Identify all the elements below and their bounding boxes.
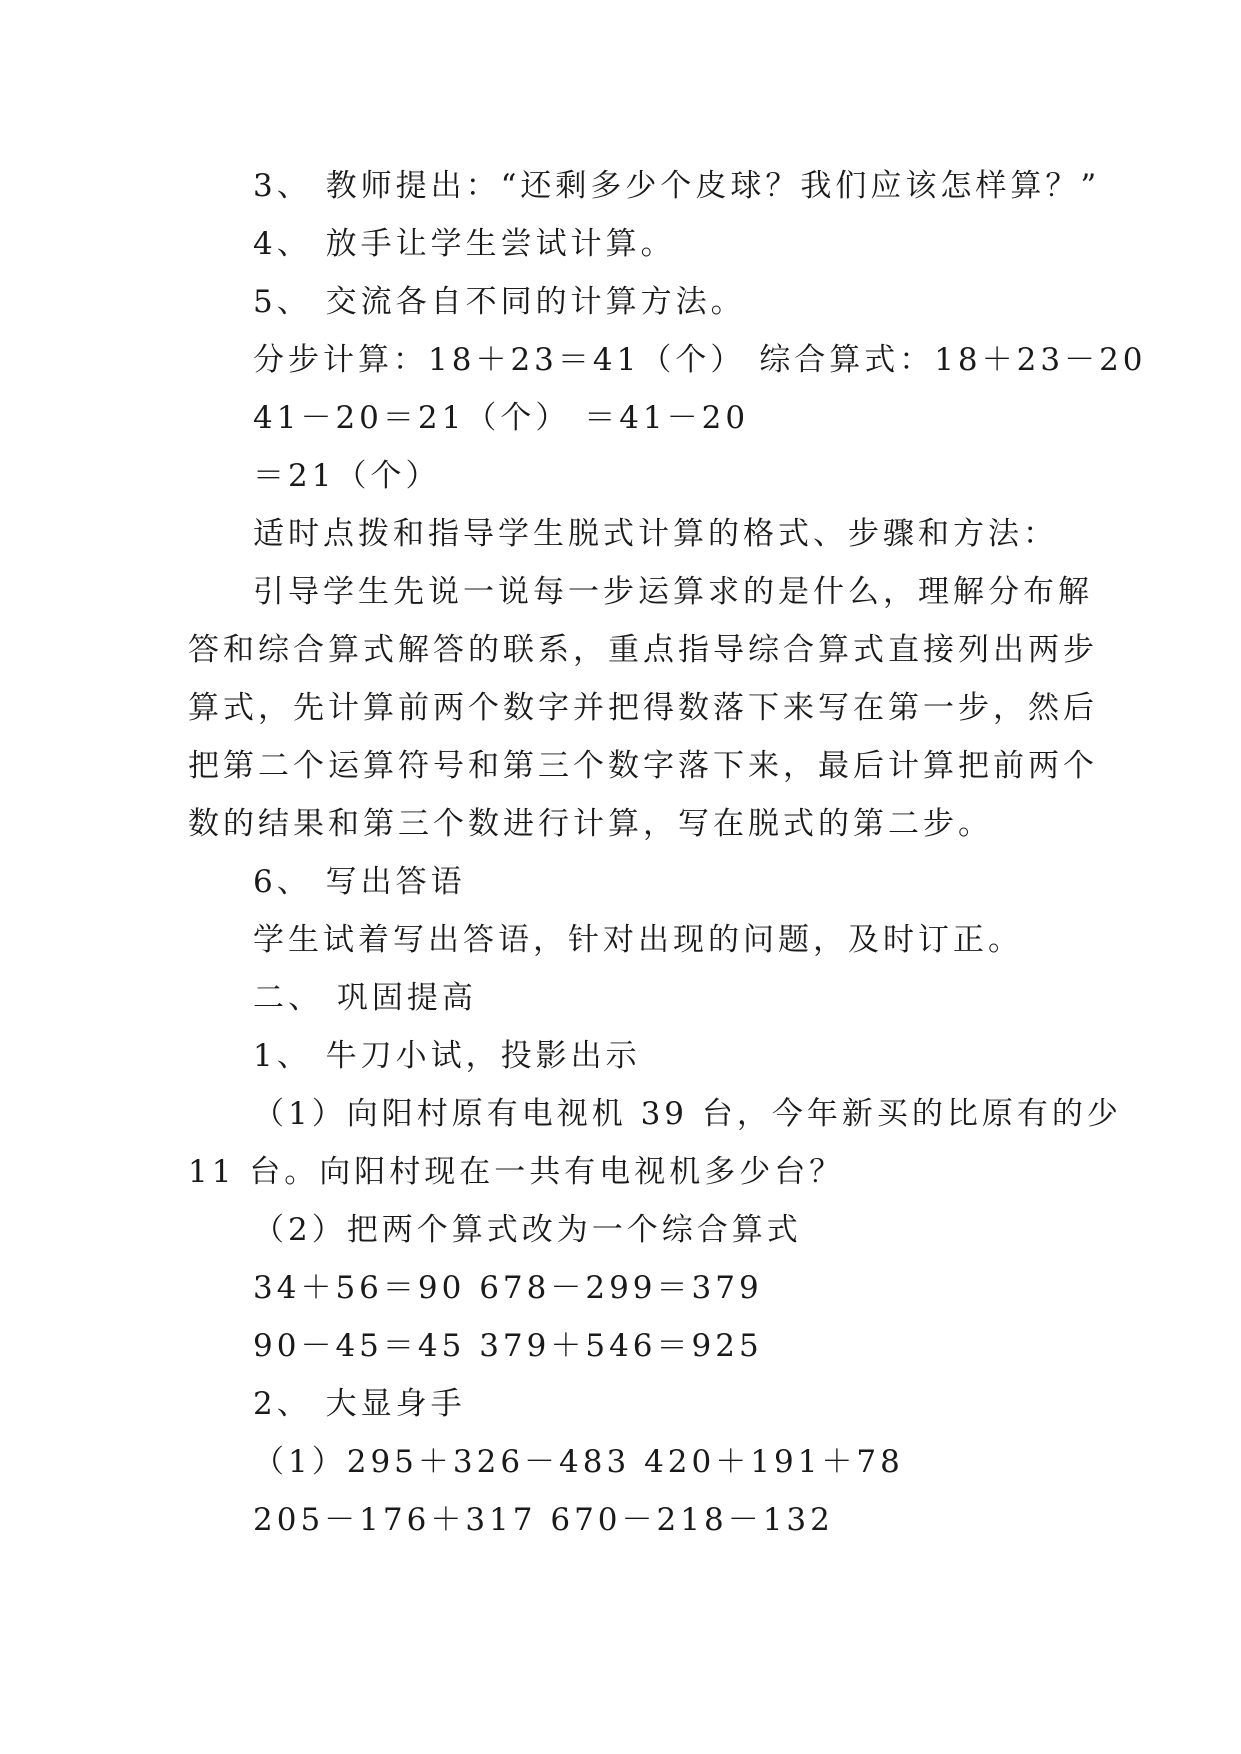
text-line: （1）向阳村原有电视机 39 台，今年新买的比原有的少 [253,1096,1122,1132]
text-line: 1、 牛刀小试，投影出示 [253,1038,641,1074]
text-line: 34＋56＝90 678－299＝379 [253,1270,763,1306]
text-line: ＝21（个） [253,458,441,494]
text-line: 41－20＝21（个） ＝41－20 [253,400,750,436]
text-line: 6、 写出答语 [253,864,466,900]
text-line: 学生试着写出答语，针对出现的问题，及时订正。 [253,922,1023,958]
text-line: 205－176＋317 670－218－132 [253,1502,834,1538]
text-line: 分步计算：18＋23＝41（个） 综合算式：18＋23－20 [253,342,1147,378]
text-line: 90－45＝45 379＋546＝925 [253,1328,763,1364]
text-line: 3、 教师提出：“还剩多少个皮球？我们应该怎样算？” [253,168,1101,204]
text-line: 数的结果和第三个数进行计算，写在脱式的第二步。 [188,806,993,842]
text-line: 2、 大显身手 [253,1386,466,1422]
text-line: 4、 放手让学生尝试计算。 [253,226,676,262]
text-line: 二、 巩固提高 [253,980,477,1016]
text-line: 答和综合算式解答的联系，重点指导综合算式直接列出两步 [188,632,1098,668]
text-line: 11 台。向阳村现在一共有电视机多少台？ [188,1154,845,1190]
text-line: 把第二个运算符号和第三个数字落下来，最后计算把前两个 [188,748,1098,784]
text-line: 适时点拨和指导学生脱式计算的格式、步骤和方法： [253,516,1058,552]
text-line: 引导学生先说一说每一步运算求的是什么，理解分布解 [253,574,1093,610]
text-line: （1）295＋326－483 420＋191＋78 [253,1444,904,1480]
text-line: 算式，先计算前两个数字并把得数落下来写在第一步，然后 [188,690,1098,726]
text-line: 5、 交流各自不同的计算方法。 [253,284,746,320]
text-line: （2）把两个算式改为一个综合算式 [253,1212,802,1248]
